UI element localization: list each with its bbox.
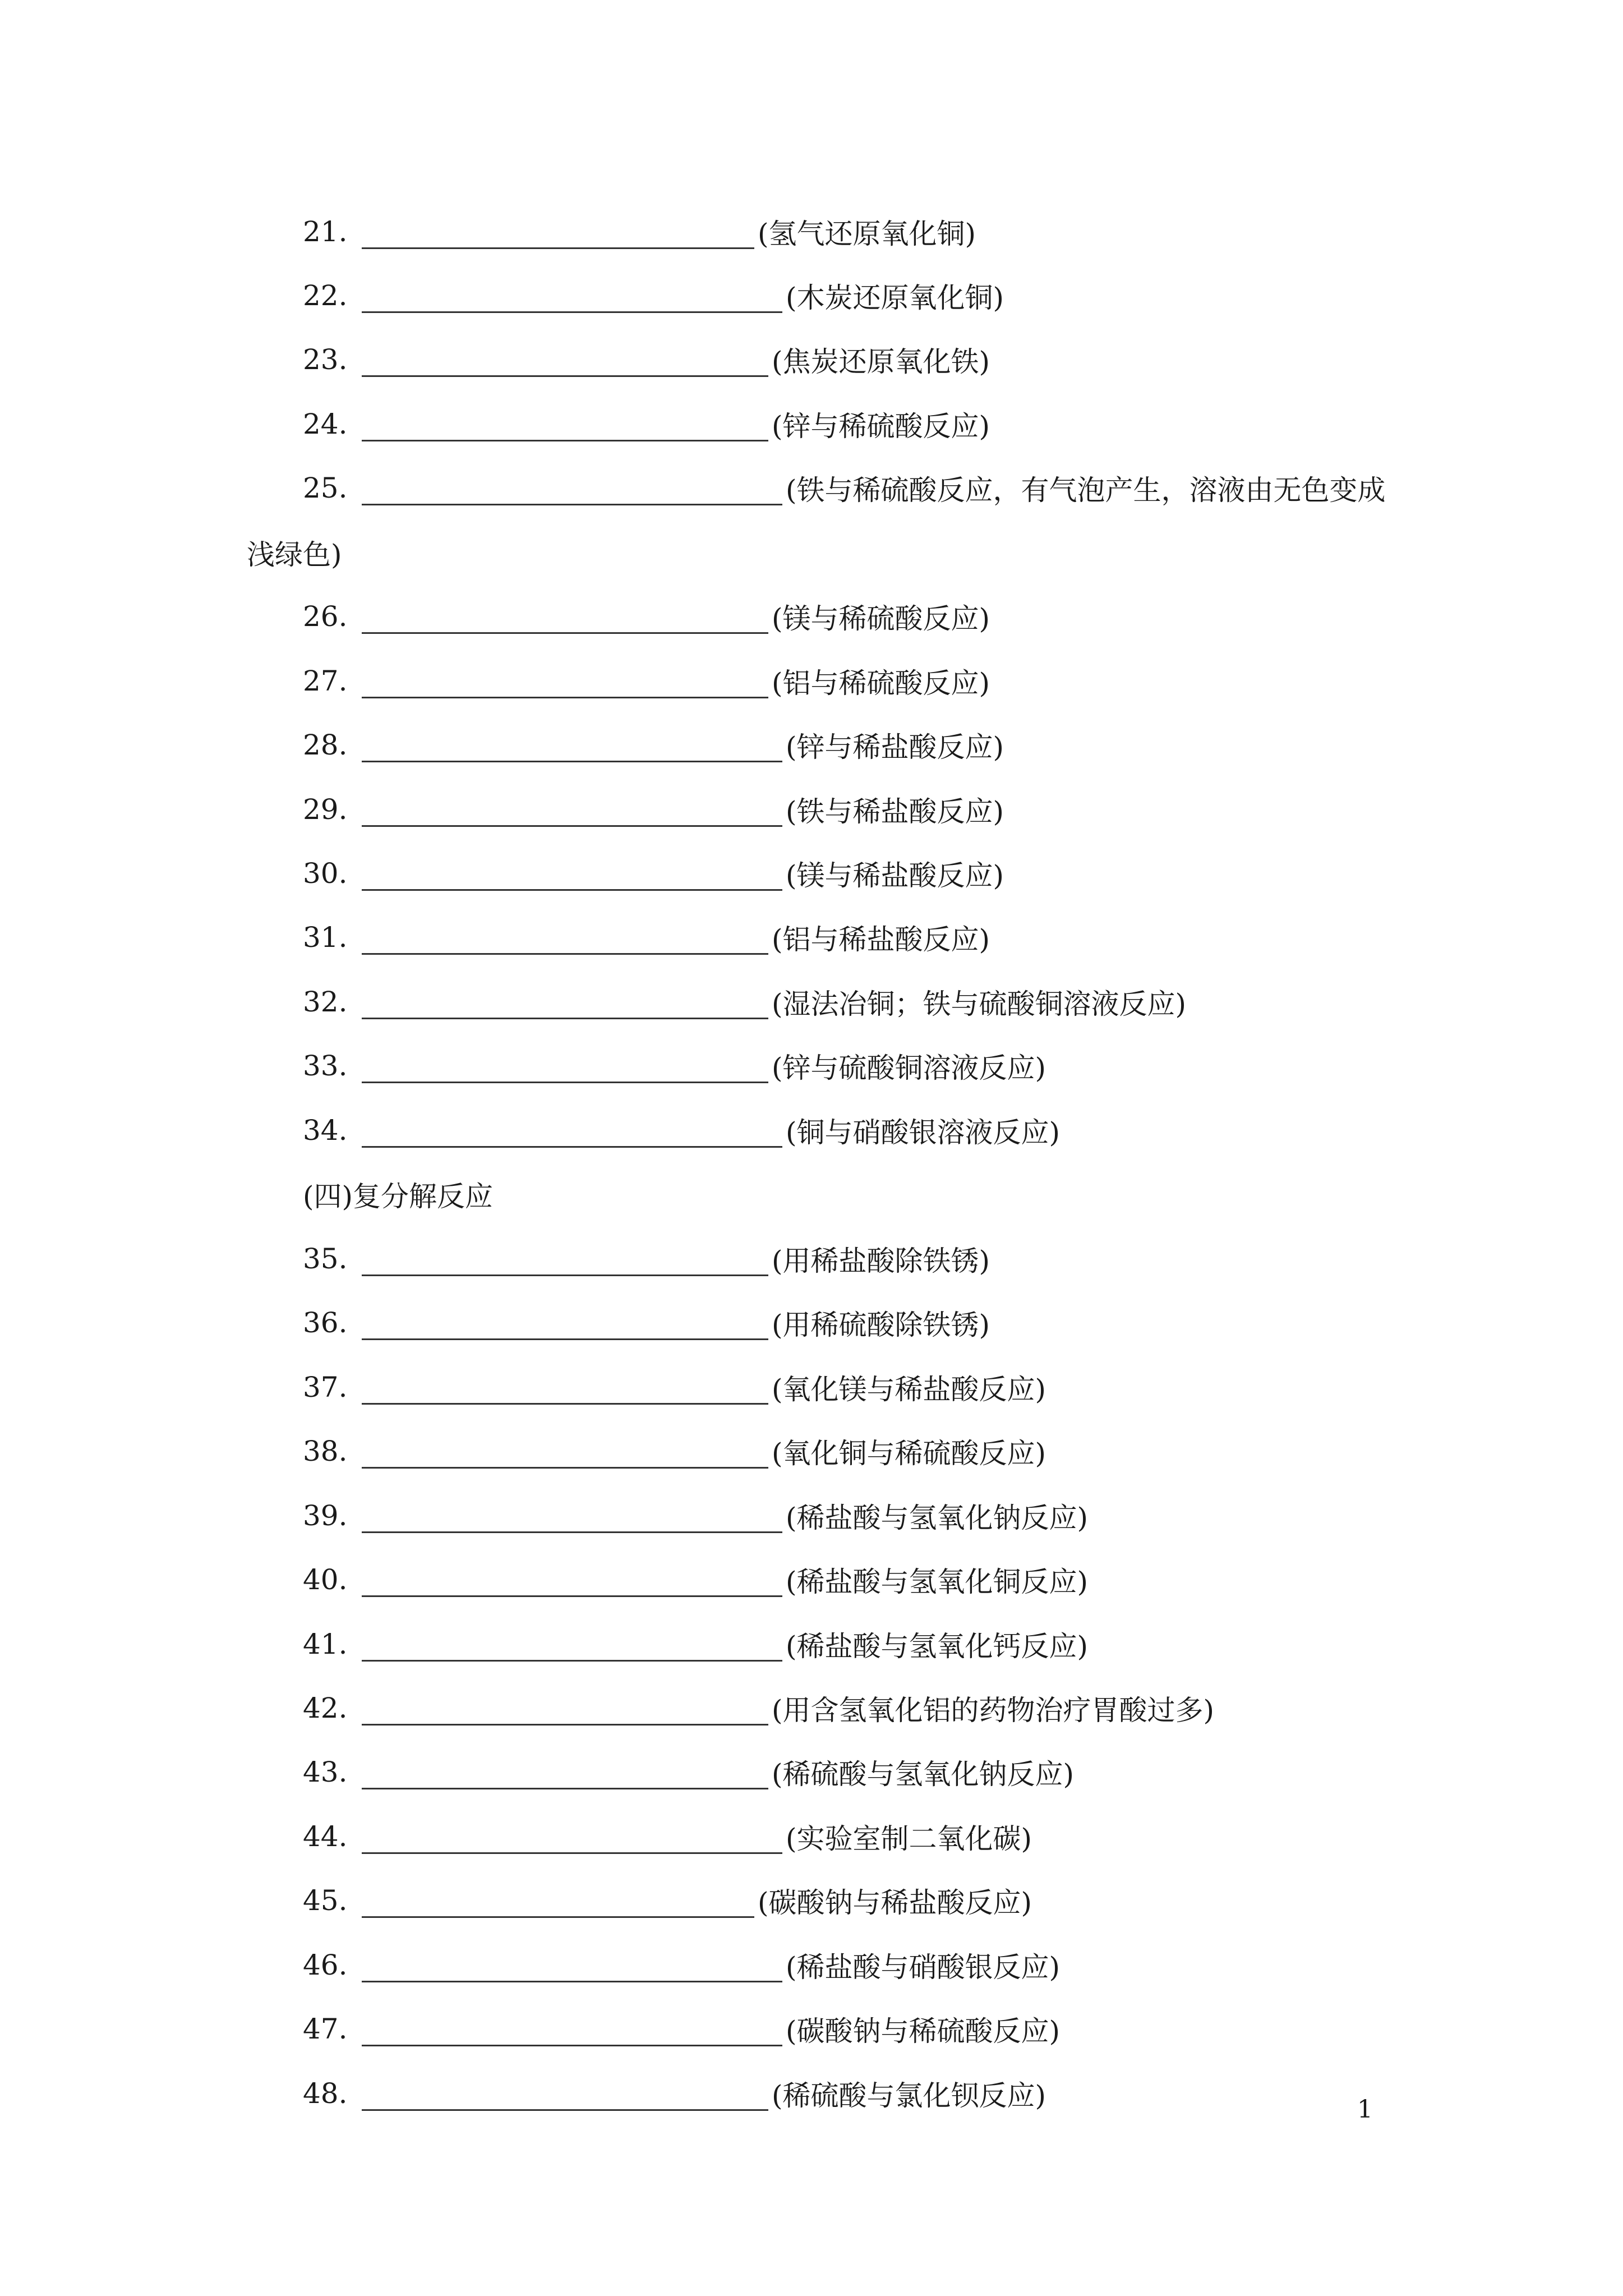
answer-blank[interactable]	[362, 343, 768, 377]
question-number: 37.	[303, 1371, 348, 1404]
question-row	[303, 1108, 1060, 1153]
reaction-description: (焦炭还原氧化铁)	[772, 346, 990, 378]
reaction-description: (实验室制二氧化碳)	[786, 1823, 1032, 1855]
reaction-description: (锌与稀硫酸反应)	[772, 410, 990, 443]
question-number: 28.	[303, 729, 348, 761]
question-number: 38.	[303, 1435, 348, 1467]
reaction-description: (稀盐酸与硝酸银反应)	[786, 1951, 1061, 1984]
question-number: 41.	[303, 1628, 348, 1660]
reaction-description: (用稀硫酸除铁锈)	[772, 1309, 990, 1341]
answer-blank[interactable]	[362, 1820, 782, 1854]
question-row	[303, 1622, 1088, 1667]
answer-blank[interactable]	[362, 1049, 768, 1083]
reaction-description: (稀盐酸与氢氧化铜反应)	[786, 1566, 1089, 1598]
question-number: 44.	[303, 1820, 348, 1853]
question-number: 47.	[303, 2013, 348, 2045]
question-row	[303, 659, 990, 703]
question-row	[303, 402, 990, 447]
question-number: 27.	[303, 665, 348, 697]
answer-blank[interactable]	[362, 600, 768, 634]
question-row	[303, 1814, 1032, 1859]
reaction-description: (铜与硝酸银溶液反应)	[786, 1116, 1061, 1149]
question-number: 35.	[303, 1243, 348, 1275]
answer-blank[interactable]	[362, 921, 768, 955]
answer-blank[interactable]	[362, 728, 782, 762]
answer-blank[interactable]	[362, 664, 768, 698]
question-number: 24.	[303, 408, 348, 440]
question-number: 22.	[303, 279, 348, 312]
question-row	[303, 1365, 1046, 1410]
answer-blank[interactable]	[362, 1434, 768, 1469]
reaction-description: (镁与稀硫酸反应)	[772, 602, 990, 635]
reaction-description: (锌与硫酸铜溶液反应)	[772, 1052, 1046, 1084]
answer-blank[interactable]	[362, 471, 782, 505]
question-number: 46.	[303, 1949, 348, 1981]
question-number: 39.	[303, 1499, 348, 1532]
question-number: 32.	[303, 986, 348, 1018]
question-number: 33.	[303, 1050, 348, 1082]
question-number: 40.	[303, 1563, 348, 1596]
question-row	[303, 1236, 990, 1281]
reaction-description: (铁与稀盐酸反应)	[786, 795, 1004, 828]
reaction-description: (碳酸钠与稀硫酸反应)	[786, 2015, 1061, 2047]
answer-blank[interactable]	[362, 1114, 782, 1148]
question-number: 31.	[303, 921, 348, 954]
answer-blank[interactable]	[362, 1563, 782, 1597]
question-row	[303, 1300, 990, 1345]
question-number: 26.	[303, 600, 348, 633]
reaction-description: (用含氢氧化铝的药物治疗胃酸过多)	[772, 1694, 1215, 1727]
question-row	[303, 851, 1004, 896]
question-number: 21.	[303, 215, 348, 248]
reaction-description: (用稀盐酸除铁锈)	[772, 1245, 990, 1277]
answer-blank[interactable]	[362, 1627, 782, 1662]
question-row	[303, 723, 1004, 767]
question-number: 43.	[303, 1756, 348, 1788]
reaction-description: (锌与稀盐酸反应)	[786, 731, 1004, 763]
question-row	[303, 466, 1386, 510]
reaction-description: (稀盐酸与氢氧化钙反应)	[786, 1630, 1089, 1663]
question-row	[303, 1429, 1046, 1474]
answer-blank[interactable]	[362, 1948, 782, 1982]
question-row	[303, 1686, 1214, 1731]
question-number: 36.	[303, 1306, 348, 1339]
question-number: 25.	[303, 472, 348, 504]
reaction-description: (湿法冶铜；铁与硫酸铜溶液反应)	[772, 988, 1187, 1020]
question-number: 30.	[303, 857, 348, 890]
answer-blank[interactable]	[362, 1884, 754, 1918]
reaction-description: (铝与稀硫酸反应)	[772, 667, 990, 700]
question-row	[303, 1943, 1060, 1987]
question-row	[303, 1493, 1088, 1538]
answer-blank[interactable]	[362, 1755, 768, 1789]
question-row	[303, 209, 976, 254]
question-row	[303, 594, 990, 639]
reaction-description-continued: 浅绿色)	[247, 539, 342, 571]
reaction-description: (铁与稀硫酸反应，有气泡产生，溶液由无色变成	[786, 474, 1386, 507]
section-heading: (四)复分解反应	[303, 1180, 494, 1213]
reaction-description: (氧化铜与稀硫酸反应)	[772, 1437, 1046, 1470]
question-row	[303, 337, 990, 382]
reaction-description: (稀盐酸与氢氧化钠反应)	[786, 1502, 1089, 1534]
question-row	[303, 1557, 1088, 1602]
question-number: 48.	[303, 2077, 348, 2110]
answer-blank[interactable]	[362, 1306, 768, 1340]
question-number: 29.	[303, 793, 348, 826]
question-row	[303, 979, 1186, 1024]
answer-blank[interactable]	[362, 1499, 782, 1533]
reaction-description: (稀硫酸与氢氧化钠反应)	[772, 1758, 1075, 1791]
reaction-description: (铝与稀盐酸反应)	[772, 923, 990, 956]
answer-blank[interactable]	[362, 793, 782, 827]
question-row	[303, 2071, 1046, 2116]
answer-blank[interactable]	[362, 2012, 782, 2046]
answer-blank[interactable]	[362, 857, 782, 891]
reaction-description: (碳酸钠与稀盐酸反应)	[758, 1887, 1032, 1919]
question-number: 23.	[303, 343, 348, 376]
reaction-description: (氧化镁与稀盐酸反应)	[772, 1373, 1046, 1406]
answer-blank[interactable]	[362, 1370, 768, 1405]
answer-blank[interactable]	[362, 215, 754, 249]
reaction-description: (氢气还原氧化铜)	[758, 218, 976, 250]
question-row	[303, 787, 1004, 832]
question-number: 34.	[303, 1114, 348, 1147]
question-row	[303, 1043, 1046, 1088]
question-row	[303, 273, 1004, 318]
question-row	[303, 1878, 1032, 1923]
question-row	[303, 2007, 1060, 2051]
page-number: 1	[1357, 2095, 1373, 2124]
reaction-description: (木炭还原氧化铜)	[786, 282, 1004, 314]
question-number: 45.	[303, 1884, 348, 1917]
answer-blank[interactable]	[362, 1242, 768, 1276]
question-row	[303, 1750, 1074, 1795]
answer-blank[interactable]	[362, 985, 768, 1019]
reaction-description: (镁与稀盐酸反应)	[786, 859, 1004, 892]
question-number: 42.	[303, 1692, 348, 1724]
answer-blank[interactable]	[362, 279, 782, 313]
answer-blank[interactable]	[362, 407, 768, 441]
answer-blank[interactable]	[362, 1691, 768, 1726]
reaction-description: (稀硫酸与氯化钡反应)	[772, 2079, 1046, 2112]
answer-blank[interactable]	[362, 2077, 768, 2111]
question-row	[303, 915, 990, 960]
